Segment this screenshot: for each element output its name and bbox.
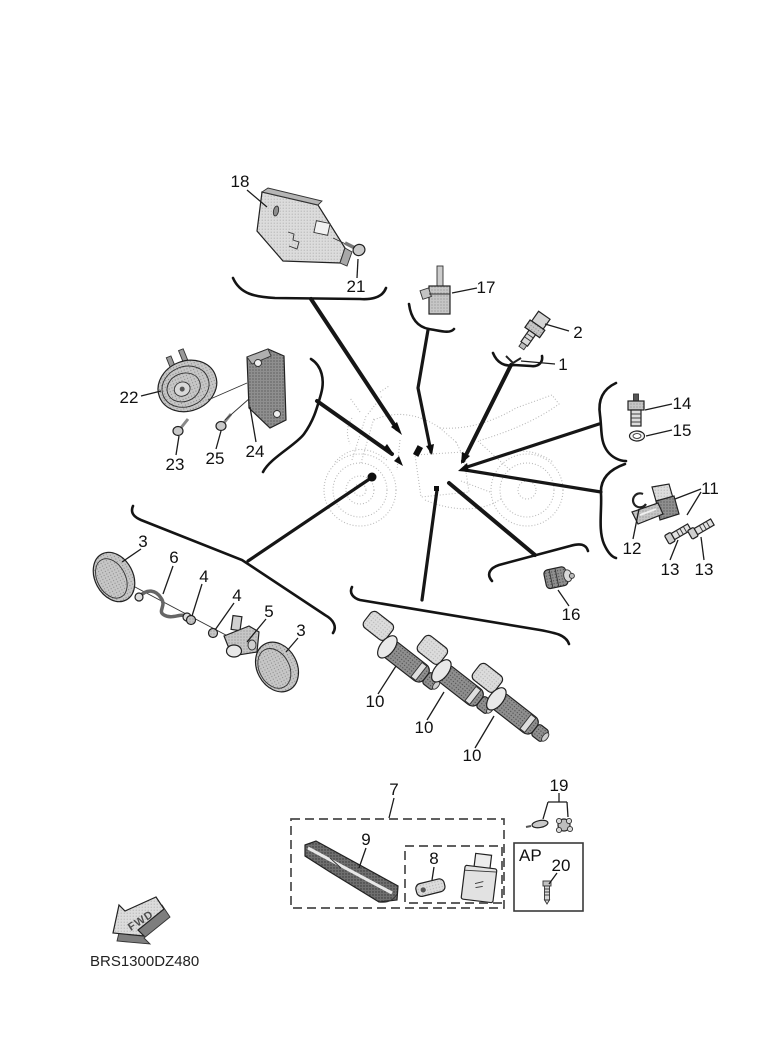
part-24-bracket xyxy=(208,349,286,428)
location-arrow xyxy=(458,463,469,472)
part-6-lead-wire xyxy=(135,591,191,621)
part-4-nut xyxy=(209,629,218,638)
fwd-label: FWD xyxy=(125,908,157,934)
callout-10: 10 xyxy=(365,692,385,711)
callout-1: 1 xyxy=(558,355,568,374)
part-23-screw xyxy=(173,419,188,436)
part-4-nut xyxy=(187,616,196,625)
part-1-joint xyxy=(506,356,521,363)
part-12-clip xyxy=(633,493,646,507)
part-9-plate xyxy=(305,841,398,902)
callout-20: 20 xyxy=(551,856,571,875)
location-arrow xyxy=(426,444,434,455)
callout-10: 10 xyxy=(414,718,434,737)
callout-6: 6 xyxy=(169,548,179,567)
callout-11: 11 xyxy=(701,479,719,498)
callout-8: 8 xyxy=(429,849,439,868)
part-20-screw xyxy=(543,881,551,904)
part-15-washer xyxy=(630,431,645,441)
location-dot xyxy=(368,473,377,482)
part-13-bolt xyxy=(687,518,715,540)
callout-24: 24 xyxy=(245,442,265,461)
callout-leaders xyxy=(119,190,704,884)
callout-13: 13 xyxy=(694,560,714,579)
callout-16: 16 xyxy=(561,605,581,624)
part-22-horn xyxy=(146,341,224,420)
part-5-bracket xyxy=(224,616,259,657)
callout-21: 21 xyxy=(346,277,366,296)
callout-15: 15 xyxy=(672,421,692,440)
callout-labels xyxy=(120,172,719,875)
drawing-code: BRS1300DZ480 xyxy=(90,953,200,970)
location-dot-small xyxy=(434,486,439,491)
callout-4: 4 xyxy=(199,567,209,586)
part-14-sensor xyxy=(628,394,644,426)
part-8-damper xyxy=(415,878,446,898)
part-11-sensor xyxy=(632,484,679,524)
callout-2: 2 xyxy=(573,323,583,342)
location-arrow xyxy=(394,456,403,466)
callout-18: 18 xyxy=(230,172,250,191)
callout-3: 3 xyxy=(296,621,306,640)
part-17-sensor xyxy=(420,266,450,314)
leader-lines xyxy=(245,299,601,600)
callout-22: 22 xyxy=(119,388,139,407)
part-3-cover xyxy=(85,545,143,609)
callout-25: 25 xyxy=(205,449,225,468)
fwd-arrow xyxy=(113,897,170,944)
callout-10: 10 xyxy=(462,746,482,765)
part-19-clips xyxy=(526,818,573,832)
callout-5: 5 xyxy=(264,602,274,621)
callout-4: 4 xyxy=(232,586,242,605)
callout-17: 17 xyxy=(476,278,496,297)
part-relay-canister xyxy=(461,852,498,903)
ap-label: AP xyxy=(519,846,542,865)
callout-13: 13 xyxy=(660,560,680,579)
part-16-sensor xyxy=(543,565,576,590)
part-18-bracket xyxy=(257,188,352,266)
callout-12: 12 xyxy=(622,539,642,558)
part-group-3-6-4-5 xyxy=(85,545,307,699)
callout-14: 14 xyxy=(672,394,692,413)
part-2-sensor xyxy=(514,310,552,353)
callout-19: 19 xyxy=(549,776,569,795)
callout-9: 9 xyxy=(361,830,371,849)
callout-3: 3 xyxy=(138,532,148,551)
callout-7: 7 xyxy=(389,780,399,799)
motorcycle-illustration xyxy=(324,386,563,526)
parts xyxy=(85,188,715,904)
callout-23: 23 xyxy=(165,455,185,474)
